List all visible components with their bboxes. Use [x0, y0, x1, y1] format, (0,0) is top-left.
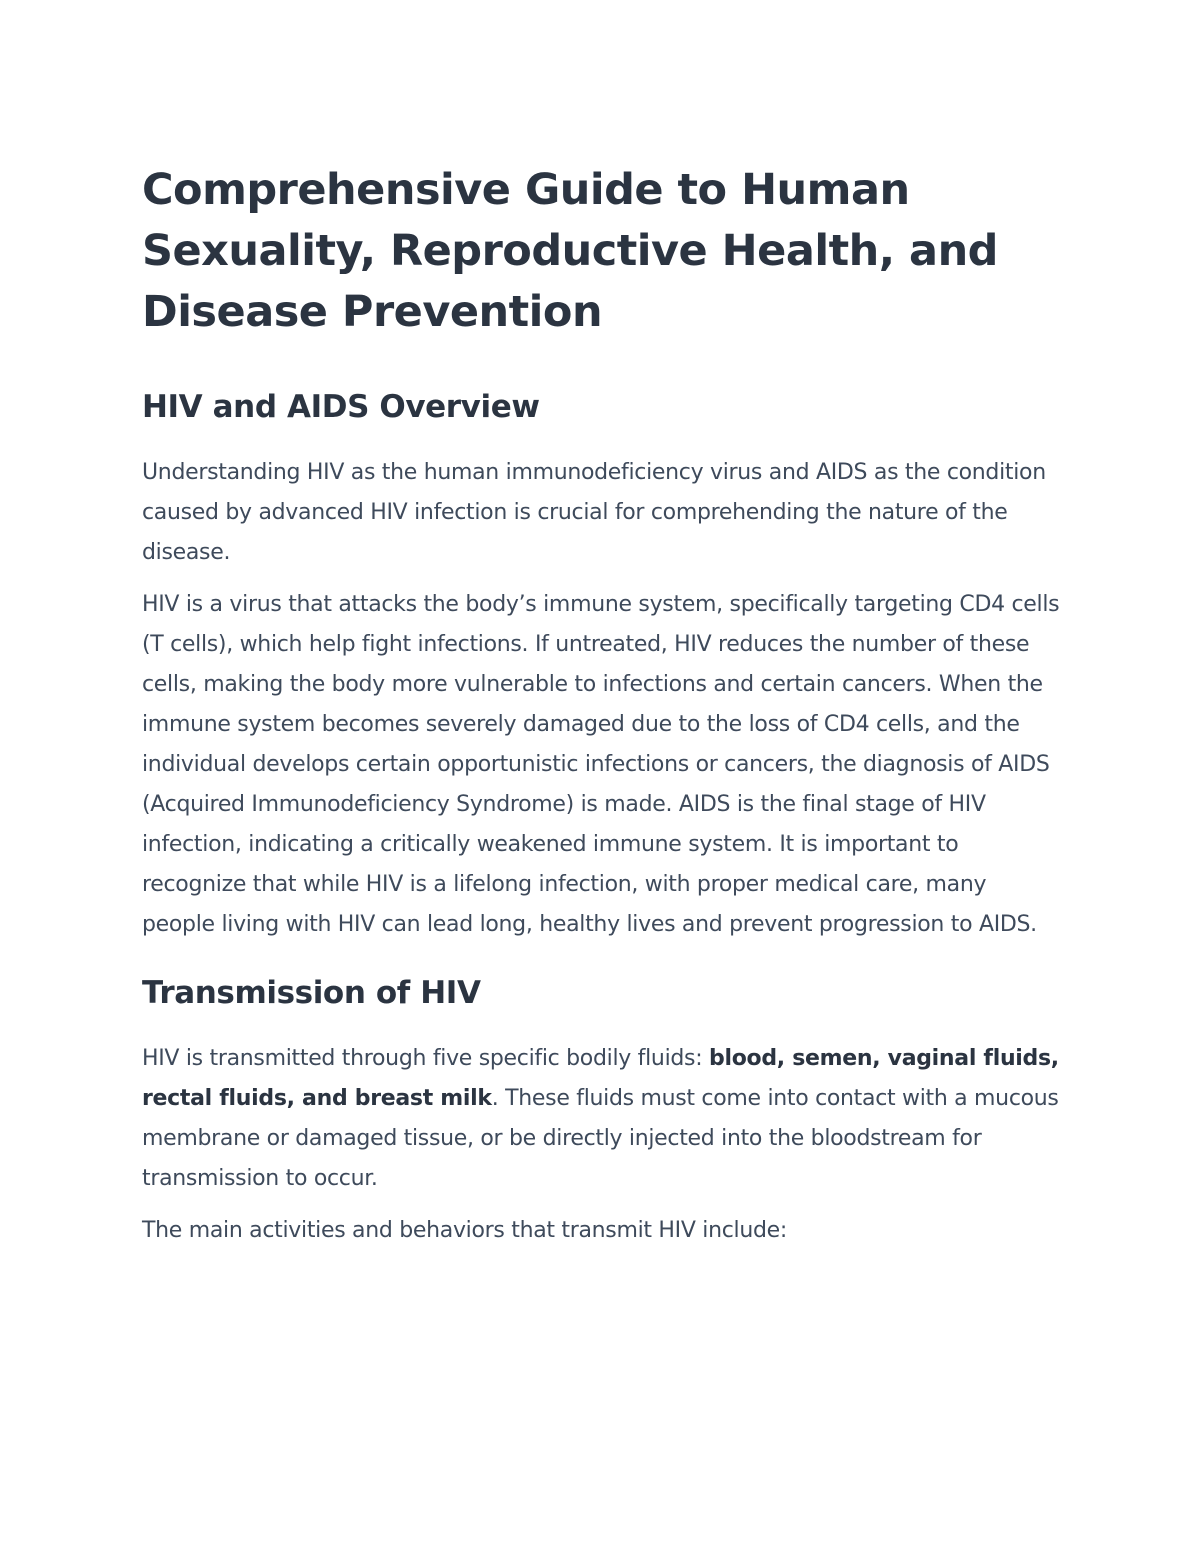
document-title: Comprehensive Guide to Human Sexuality, Reproductive Health, and Disease Prevention	[142, 165, 998, 337]
bold-fluids-list: blood, semen, vaginal fluids, rectal fluids, and breast milk	[142, 1046, 1059, 1111]
document-page	[142, 160, 1062, 1251]
paragraph-text: HIV is transmitted through five specific bodily fluids:	[142, 1046, 710, 1071]
section-heading-hiv-aids-overview: HIV and AIDS Overview	[142, 389, 540, 425]
section-heading-transmission: Transmission of HIV	[142, 975, 481, 1011]
paragraph-hiv-aids-detail: HIV is a virus that attacks the body’s immune system, specifically targeting CD4 cells (T cells), which help fight infections. If untreated, HIV reduces the number of these cells, making the body more vulnerable to infections and certain cancers. When the immune system becomes severely damaged due to the loss of CD4 cells, and the individual develops certain opportunistic infections or cancers, the diagnosis of AIDS (Acquired Immunodeficiency Syndrome) is made. AIDS is the final stage of HIV infection, indicating a critically weakened immune system. It is important to recognize that while HIV is a lifelong infection, with proper medical care, many people living with HIV can lead long, healthy lives and prevent progression to AIDS.	[142, 592, 1060, 937]
paragraph-transmission-activities: The main activities and behaviors that transmit HIV include:	[142, 1218, 788, 1243]
paragraph-text: . These fluids must come into contact with a mucous membrane or damaged tissue, or be directly injected into the bloodstream for transmission to occur.	[142, 1086, 1059, 1191]
paragraph-transmission-fluids	[142, 1039, 1062, 1199]
paragraph-hiv-aids-intro: Understanding HIV as the human immunodeficiency virus and AIDS as the condition caused by advanced HIV infection is crucial for comprehending the nature of the disease.	[142, 460, 1046, 565]
